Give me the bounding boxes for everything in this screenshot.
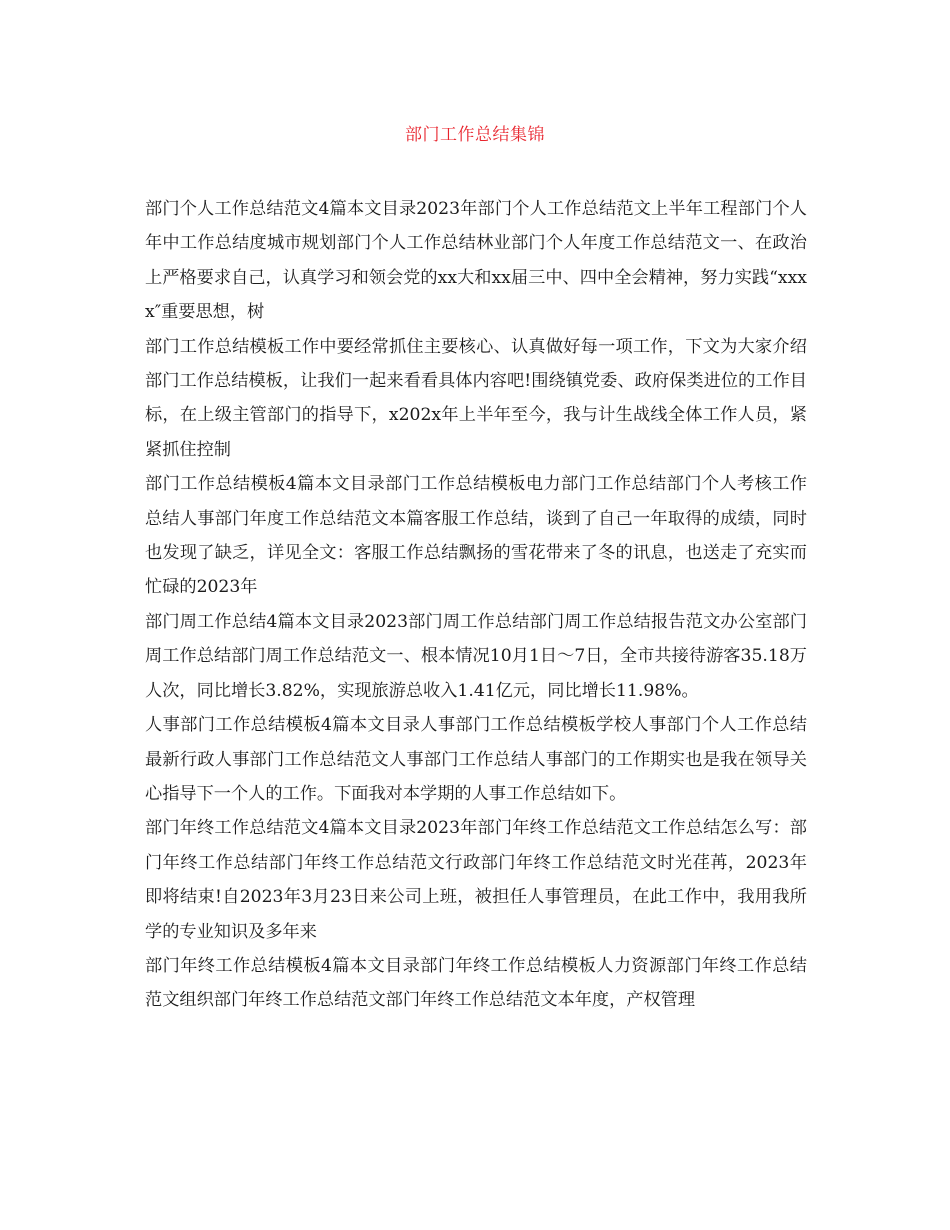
paragraph-department-template-4: 部门工作总结模板4篇本文目录部门工作总结模板电力部门工作总结部门个人考核工作总结人事部门年度工作总结范文本篇客服工作总结，谈到了自己一年取得的成绩，同时也发现了缺乏，详见全文：客服工作总结飘扬的雪花带来了冬的讯息，也送走了充实而忙碌的2023年: [145, 474, 807, 598]
paragraph-year-end-summary: 部门年终工作总结范文4篇本文目录2023年部门年终工作总结范文工作总结怎么写：部门年终工作总结部门年终工作总结范文行政部门年终工作总结范文时光荏苒，2023年即将结束!自2023年3月23日来公司上班，被担任人事管理员，在此工作中，我用我所学的专业知识及多年来: [145, 818, 807, 942]
paragraph-department-template: 部门工作总结模板工作中要经常抓住主要核心、认真做好每一项工作，下文为大家介绍部门工作总结模板，让我们一起来看看具体内容吧!围绕镇党委、政府保类进位的工作目标，在上级主管部门的指导下，x202x年上半年至今，我与计生战线全体工作人员，紧紧抓住控制: [145, 336, 807, 460]
paragraph-year-end-template: 部门年终工作总结模板4篇本文目录部门年终工作总结模板人力资源部门年终工作总结范文组织部门年终工作总结范文部门年终工作总结范文本年度，产权管理: [145, 955, 807, 1011]
paragraph-personal-summary: 部门个人工作总结范文4篇本文目录2023年部门个人工作总结范文上半年工程部门个人年中工作总结度城市规划部门个人工作总结林业部门个人年度工作总结范文一、在政治上严格要求自己，认真学习和领会党的xx大和xx届三中、四中全会精神，努力实践“xxxx″重要思想，树: [145, 199, 807, 323]
document-body: [145, 192, 807, 1018]
paragraph-weekly-summary: 部门周工作总结4篇本文目录2023部门周工作总结部门周工作总结报告范文办公室部门周工作总结部门周工作总结范文一、根本情况10月1日～7日，全市共接待游客35.18万人次，同比增长3.82%，实现旅游总收入1.41亿元，同比增长11.98%。: [145, 611, 807, 701]
paragraph-hr-summary: 人事部门工作总结模板4篇本文目录人事部门工作总结模板学校人事部门个人工作总结最新行政人事部门工作总结范文人事部门工作总结人事部门的工作期实也是我在领导关心指导下一个人的工作。下面我对本学期的人事工作总结如下。: [145, 715, 807, 804]
document-title: 部门工作总结集锦: [405, 125, 545, 145]
